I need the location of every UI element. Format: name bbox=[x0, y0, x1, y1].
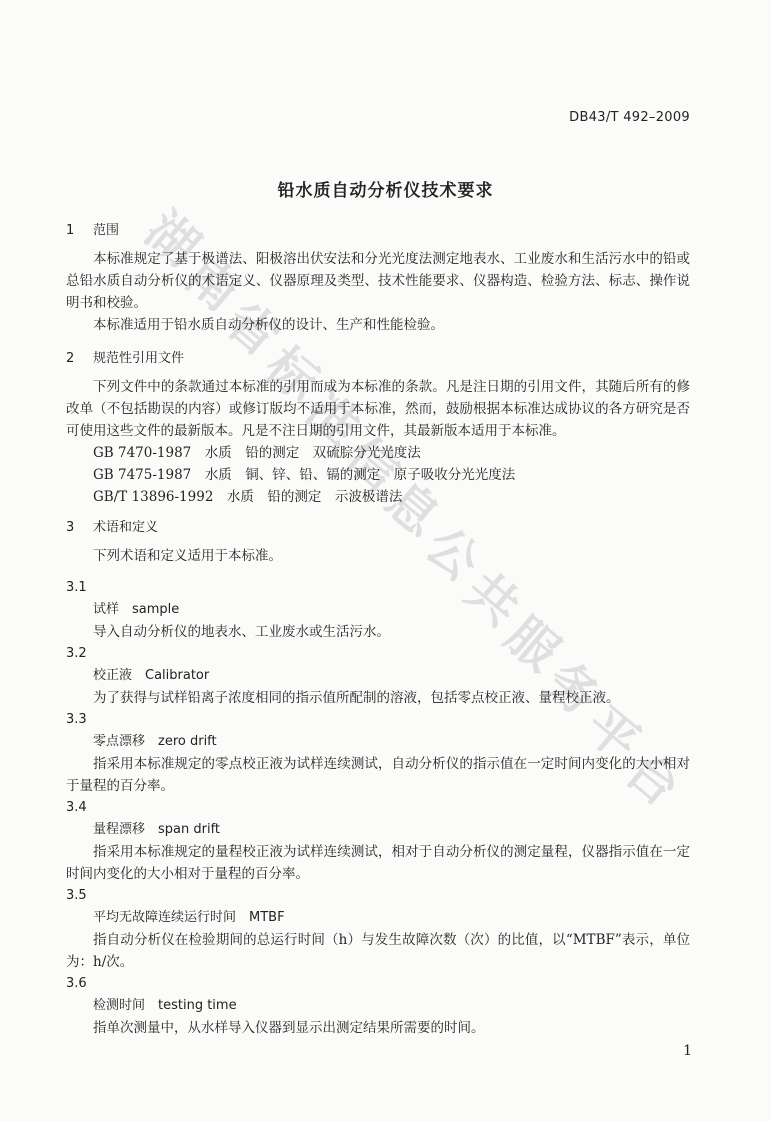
reference-item: GB 7470-1987 水质 铅的测定 双硫腙分光光度法 bbox=[93, 445, 421, 461]
standard-number: DB43/T 492–2009 bbox=[569, 110, 690, 125]
term-entry bbox=[66, 973, 690, 1039]
term-name: 校正液 Calibrator bbox=[93, 668, 210, 683]
paragraph: 下列术语和定义适用于本标准。 bbox=[93, 548, 282, 564]
term-definition: 指自动分析仪在检验期间的总运行时间（h）与发生故障次数（次）的比值，以“MTBF”表示，单位为：h/次。 bbox=[66, 932, 690, 970]
watermark-char: 服 bbox=[494, 605, 571, 683]
watermark-char: 务 bbox=[534, 650, 611, 728]
term-number: 3.4 bbox=[66, 800, 87, 815]
watermark-char: 公 bbox=[414, 515, 491, 593]
term-name: 平均无故障连续运行时间 MTBF bbox=[93, 910, 285, 925]
watermark-char: 湖 bbox=[134, 200, 211, 278]
reference-item: GB 7475-1987 水质 铜、锌、铅、镉的测定 原子吸收分光光度法 bbox=[93, 467, 516, 483]
watermark-char: 南 bbox=[174, 245, 251, 323]
term-entry bbox=[66, 797, 690, 885]
watermark-char: 准 bbox=[294, 380, 371, 458]
term-entry bbox=[66, 577, 690, 643]
section-heading bbox=[66, 517, 690, 539]
document-title: 铅水质自动分析仪技术要求 bbox=[277, 181, 494, 201]
watermark-char: 标 bbox=[254, 335, 331, 413]
section-title: 术语和定义 bbox=[93, 520, 159, 535]
section-3 bbox=[66, 517, 690, 1039]
term-entry bbox=[66, 885, 690, 973]
section-number: 1 bbox=[66, 223, 75, 238]
watermark-char: 信 bbox=[334, 425, 411, 503]
section-number: 3 bbox=[66, 520, 75, 535]
term-definition: 指采用本标准规定的零点校正液为试样连续测试，自动分析仪的指示值在一定时间内变化的大小相对于量程的百分率。 bbox=[66, 756, 690, 794]
paragraph: 本标准适用于铅水质自动分析仪的设计、生产和性能检验。 bbox=[93, 317, 444, 333]
term-name: 试样 sample bbox=[93, 602, 180, 617]
paragraph: 下列文件中的条款通过本标准的引用而成为本标准的条款。凡是注日期的引用文件，其随后所有的修改单（不包括勘误的内容）或修订版均不适用于本标准，然而，鼓励根据本标准达成协议的各方研究是否可使用这些文件的最新版本。凡是不注日期的引用文件，其最新版本适用于本标准。 bbox=[66, 379, 690, 439]
section-heading bbox=[66, 220, 690, 242]
section-heading bbox=[66, 348, 690, 370]
watermark-char: 息 bbox=[374, 470, 451, 548]
term-number: 3.1 bbox=[66, 580, 87, 595]
watermark-char: 省 bbox=[214, 290, 291, 368]
page-number: 1 bbox=[683, 1043, 692, 1059]
term-number: 3.5 bbox=[66, 888, 87, 903]
term-entry bbox=[66, 643, 690, 709]
watermark-char: 共 bbox=[454, 560, 531, 638]
term-name: 量程漂移 span drift bbox=[93, 822, 221, 837]
term-entry bbox=[66, 709, 690, 797]
section-number: 2 bbox=[66, 351, 75, 366]
term-definition: 为了获得与试样铅离子浓度相同的指示值所配制的溶液，包括零点校正液、量程校正液。 bbox=[93, 690, 620, 706]
term-name: 检测时间 testing time bbox=[93, 998, 237, 1013]
paragraph: 本标准规定了基于极谱法、阳极溶出伏安法和分光光度法测定地表水、工业废水和生活污水中的铅或总铅水质自动分析仪的术语定义、仪器原理及类型、技术性能要求、仪器构造、检验方法、标志、操作说明书和校验。 bbox=[66, 251, 690, 311]
reference-item: GB/T 13896-1992 水质 铅的测定 示波极谱法 bbox=[93, 489, 403, 505]
watermark-char: 平 bbox=[574, 695, 651, 773]
watermark-char: 台 bbox=[614, 740, 691, 818]
term-number: 3.2 bbox=[66, 646, 87, 661]
section-1 bbox=[66, 220, 690, 336]
term-definition: 导入自动分析仪的地表水、工业废水或生活污水。 bbox=[93, 624, 390, 640]
section-title: 范围 bbox=[93, 223, 120, 238]
term-definition: 指采用本标准规定的量程校正液为试样连续测试，相对于自动分析仪的测定量程，仪器指示值在一定时间内变化的大小相对于量程的百分率。 bbox=[66, 844, 690, 882]
term-number: 3.3 bbox=[66, 712, 87, 727]
term-name: 零点漂移 zero drift bbox=[93, 734, 217, 749]
section-title: 规范性引用文件 bbox=[93, 351, 185, 366]
section-2 bbox=[66, 348, 690, 508]
term-number: 3.6 bbox=[66, 976, 87, 991]
term-definition: 指单次测量中，从水样导入仪器到显示出测定结果所需要的时间。 bbox=[93, 1020, 485, 1036]
